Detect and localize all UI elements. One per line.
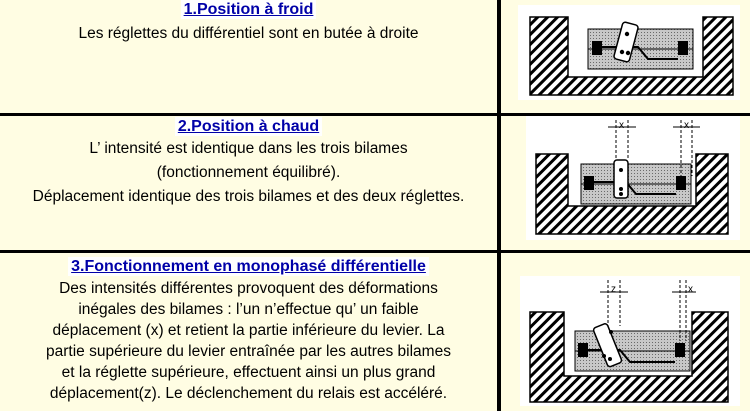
section-3-line-6: déplacement(z). Le déclenchement du relais est accéléré. xyxy=(49,385,448,402)
figure-3-label-x: x xyxy=(688,284,693,295)
section-2-line-3: Déplacement identique des trois bilames et des deux réglettes. xyxy=(32,188,465,205)
section-3-line-1: Des intensités différentes provoquent des déformations xyxy=(59,280,438,297)
section-3-line-2: inégales des bilames : l’un n’effectue qu’ un faible xyxy=(78,301,419,318)
section-3-text xyxy=(0,257,497,404)
section-2-line-1: L’ intensité est identique dans les trois bilames xyxy=(89,140,408,157)
section-2-text xyxy=(0,117,497,209)
section-3-paragraph xyxy=(0,278,497,404)
figure-3-label-z: z xyxy=(611,284,616,295)
row-separator-2 xyxy=(0,250,750,253)
section-3-line-5: et la réglette supérieure, effectuent ainsi un plus grand xyxy=(61,364,436,381)
section-3-figure xyxy=(520,276,740,406)
section-3-line-3: déplacement (x) et retient la partie inférieure du levier. La xyxy=(52,322,445,339)
section-3-heading: 3.Fonctionnement en monophasé différentielle xyxy=(68,257,429,276)
section-1-heading: 1.Position à froid xyxy=(181,0,317,19)
section-1-figure xyxy=(518,5,740,100)
figure-2-label-x2: x xyxy=(684,120,689,131)
column-separator xyxy=(497,0,501,411)
section-1-line-1: Les réglettes du différentiel sont en butée à droite xyxy=(78,25,419,42)
section-3-line-4: partie supérieure du levier entraînée par les autres bilames xyxy=(46,343,451,360)
section-2-heading: 2.Position à chaud xyxy=(175,117,322,136)
figure-2-label-x1: x xyxy=(619,120,624,131)
section-2-line-2: (fonctionnement équilibré). xyxy=(156,164,341,181)
section-1-text xyxy=(0,0,497,46)
section-2-figure xyxy=(526,116,740,240)
